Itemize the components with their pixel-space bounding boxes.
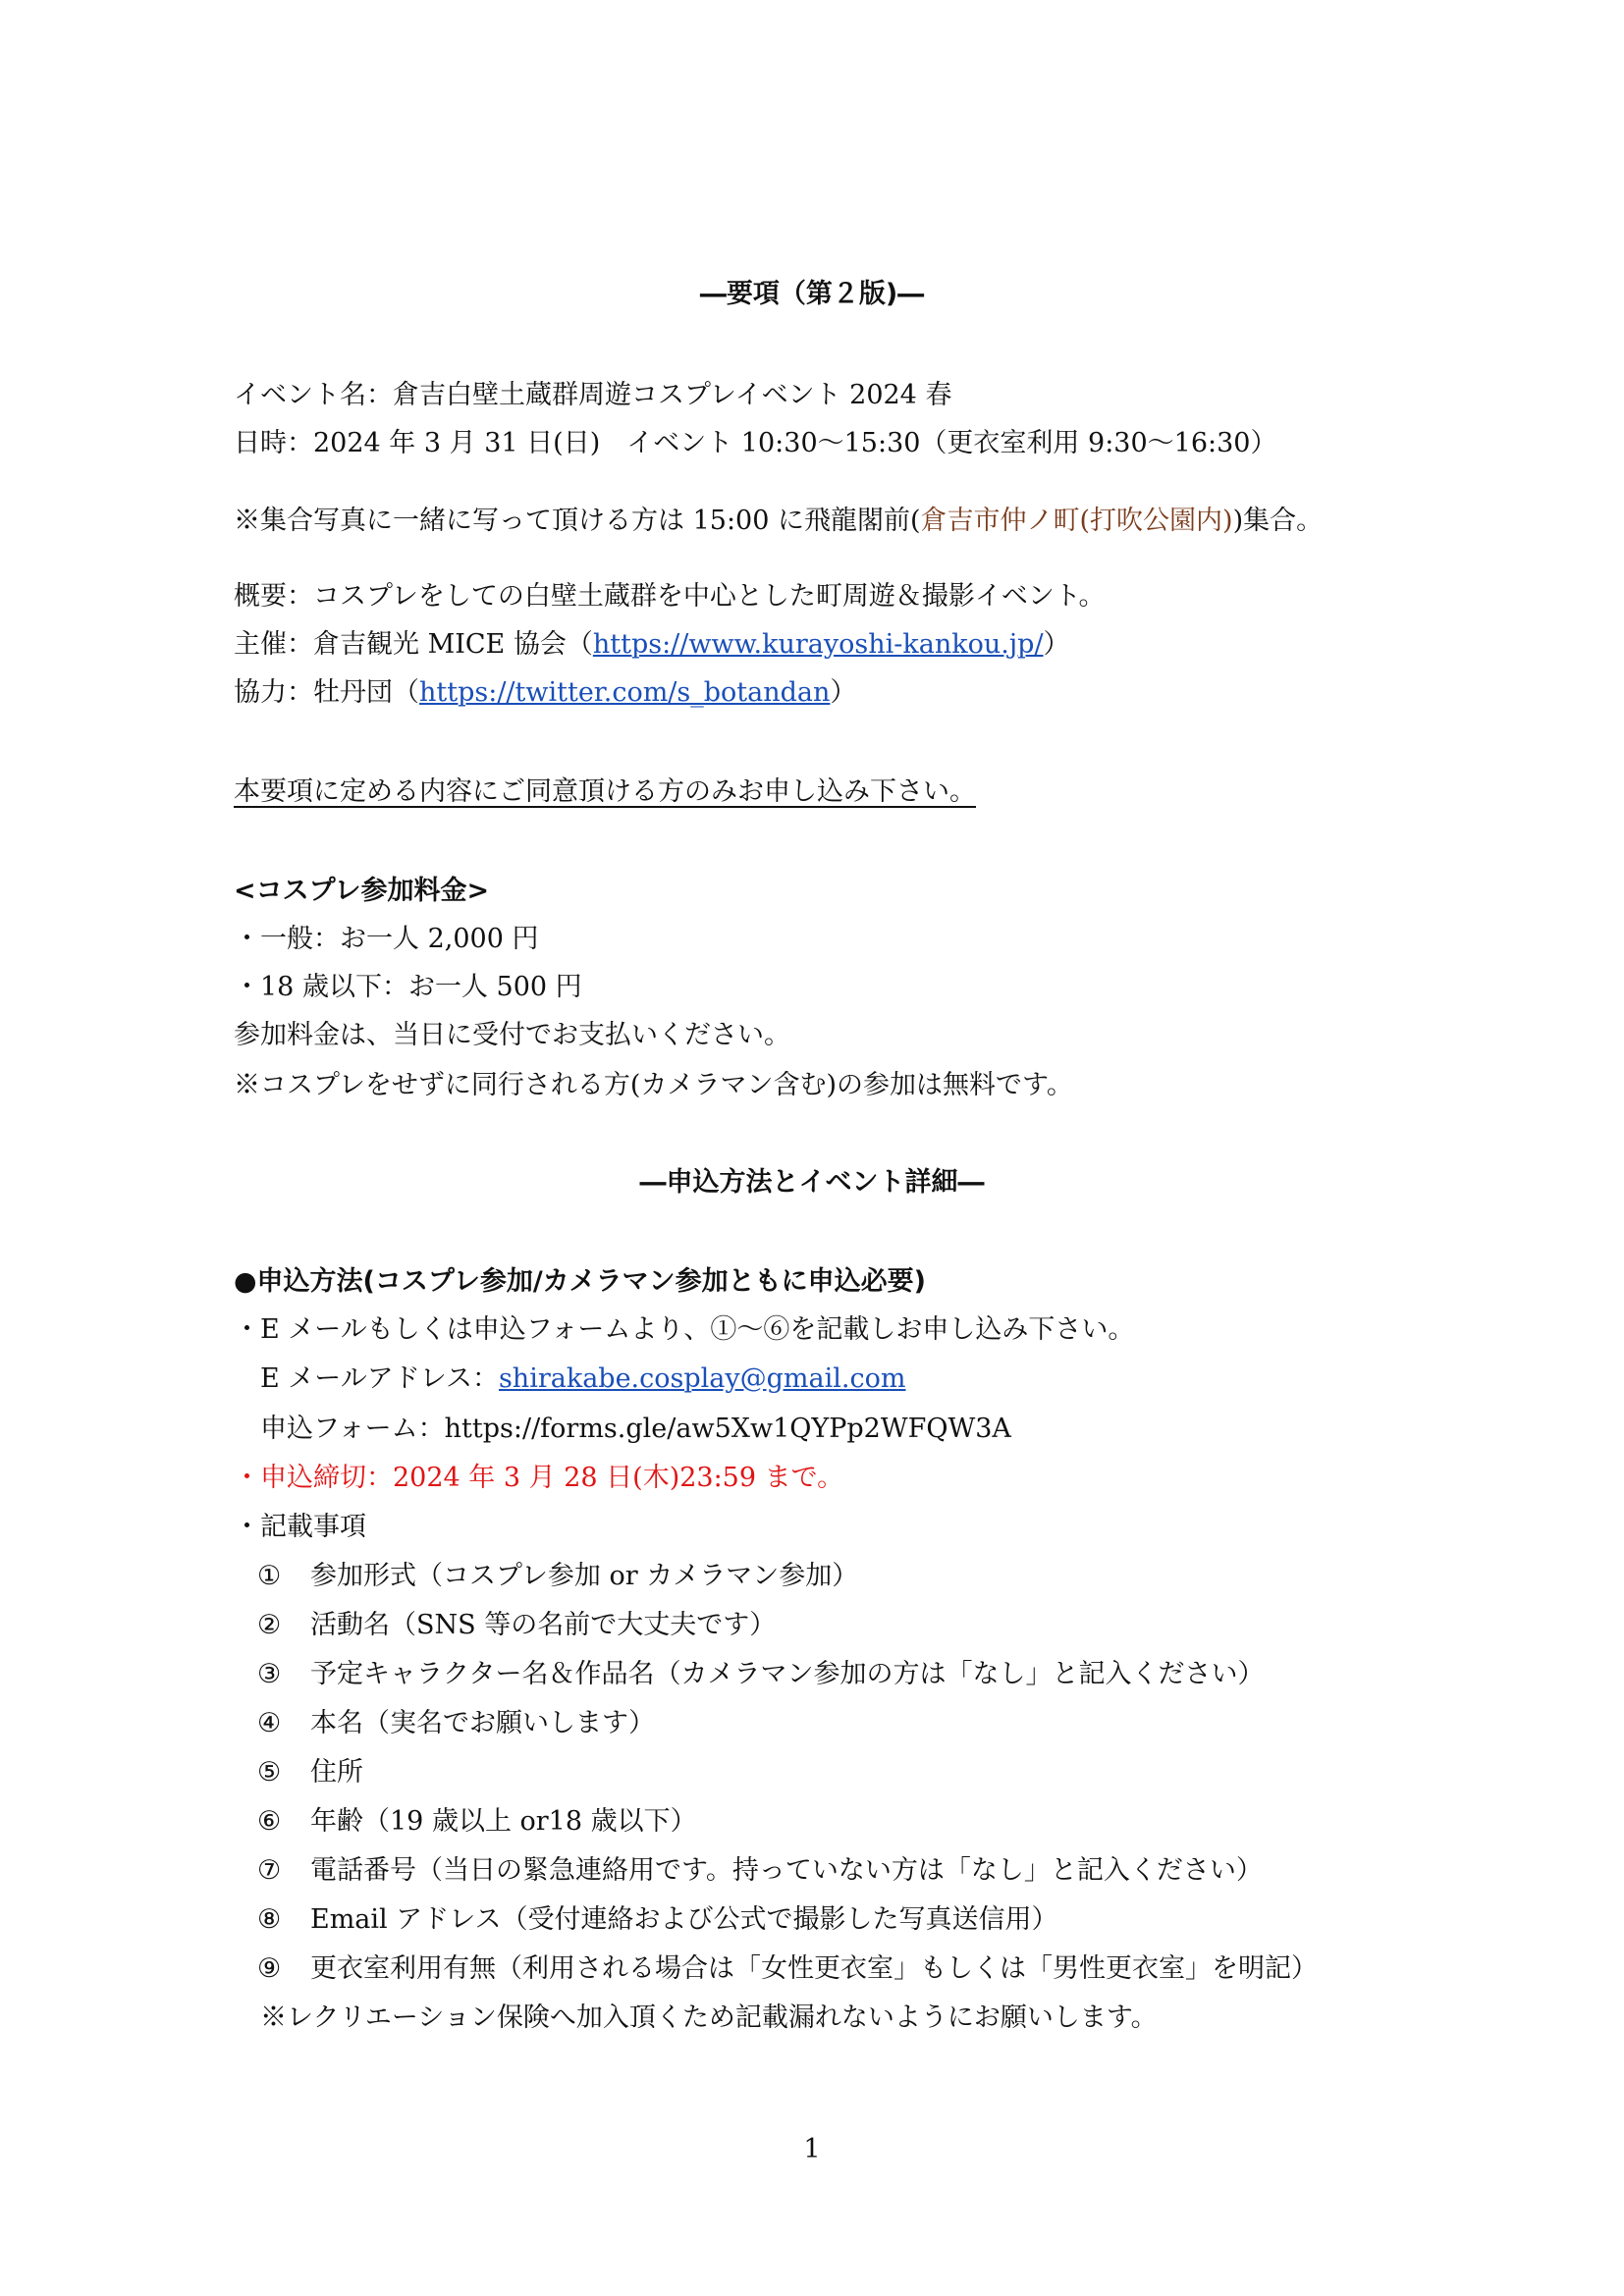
fee-item: ・一般：お一人 2,000 円 bbox=[234, 924, 539, 954]
list-item bbox=[257, 1851, 1263, 1891]
item-number: ② bbox=[257, 1610, 282, 1640]
list-item bbox=[257, 1949, 1318, 1989]
item-text: 予定キャラクター名＆作品名（カメラマン参加の方は「なし」と記入ください） bbox=[310, 1659, 1265, 1689]
list-item bbox=[257, 1606, 776, 1645]
page-number: 1 bbox=[803, 2134, 821, 2164]
item-text: 参加形式（コスプレ参加 or カメラマン参加） bbox=[310, 1561, 859, 1591]
datetime-value: 2024 年 3 月 31 日(日) イベント 10:30～15:30（更衣室利用 9:30～16:30） bbox=[313, 428, 1277, 458]
item-number: ⑧ bbox=[257, 1904, 282, 1935]
item-number: ⑤ bbox=[257, 1757, 282, 1788]
item-text: 活動名（SNS 等の名前で大丈夫です） bbox=[310, 1610, 777, 1640]
organizer-label: 主催：倉吉観光 MICE 協会（ bbox=[234, 629, 593, 660]
list-item bbox=[257, 1557, 858, 1596]
item-text: 住所 bbox=[310, 1757, 363, 1788]
item-number: ⑥ bbox=[257, 1806, 282, 1837]
item-number: ⑨ bbox=[257, 1953, 282, 1984]
apply-instruction: ・E メールもしくは申込フォームより、①～⑥を記載しお申し込み下さい。 bbox=[234, 1314, 1135, 1345]
datetime-line bbox=[234, 424, 1276, 463]
email-label: E メールアドレス： bbox=[260, 1363, 499, 1394]
event-name-label: イベント名： bbox=[234, 380, 393, 410]
item-number: ④ bbox=[257, 1708, 282, 1738]
item-text: 更衣室利用有無（利用される場合は「女性更衣室」もしくは「男性更衣室」を明記） bbox=[310, 1953, 1318, 1984]
list-item bbox=[257, 1655, 1264, 1694]
list-item bbox=[257, 1900, 1057, 1940]
overview-value: コスプレをしての白壁土蔵群を中心とした町周遊＆撮影イベント。 bbox=[313, 581, 1106, 612]
item-number: ③ bbox=[257, 1659, 282, 1689]
organizer-link[interactable]: https://www.kurayoshi-kankou.jp/ bbox=[592, 629, 1044, 660]
cooperation-link[interactable]: https://twitter.com/s_botandan bbox=[419, 677, 831, 708]
fee-note: 参加料金は、当日に受付でお支払いください。 bbox=[234, 1020, 790, 1050]
fee-free-note: ※コスプレをせずに同行される方(カメラマン含む)の参加は無料です。 bbox=[234, 1070, 1073, 1100]
group-photo-line bbox=[234, 502, 1323, 541]
list-item bbox=[257, 1704, 655, 1743]
deadline-line: ・申込締切：2024 年 3 月 28 日(木)23:59 まで。 bbox=[234, 1463, 844, 1493]
list-item bbox=[257, 1753, 363, 1792]
item-text: Email アドレス（受付連絡および公式で撮影した写真送信用） bbox=[310, 1904, 1058, 1935]
cooperation-label: 協力：牡丹団（ bbox=[234, 677, 419, 708]
group-photo-prefix: ※集合写真に一緒に写って頂ける方は 15:00 に飛龍閣前( bbox=[234, 506, 921, 536]
item-text: 年齢（19 歳以上 or18 歳以下） bbox=[310, 1806, 697, 1837]
apply-heading: ―申込方法とイベント詳細― bbox=[639, 1167, 985, 1198]
items-heading: ・記載事項 bbox=[234, 1512, 366, 1542]
item-text: 電話番号（当日の緊急連絡用です。持っていない方は「なし」と記入ください） bbox=[310, 1855, 1263, 1886]
fee-heading: <コスプレ参加料金> bbox=[234, 876, 490, 906]
item-text: 本名（実名でお願いします） bbox=[310, 1708, 655, 1738]
group-photo-place: 倉吉市仲ノ町(打吹公園内) bbox=[920, 506, 1233, 536]
item-number: ① bbox=[257, 1561, 282, 1591]
organizer-line bbox=[234, 625, 1070, 665]
overview-line bbox=[234, 577, 1106, 616]
organizer-close: ） bbox=[1043, 629, 1070, 660]
insurance-note: ※レクリエーション保険へ加入頂くため記載漏れないようにお願いします。 bbox=[260, 2002, 1158, 2033]
item-number: ⑦ bbox=[257, 1855, 282, 1886]
cooperation-line bbox=[234, 673, 856, 713]
event-name-value: 倉吉白壁土蔵群周遊コスプレイベント 2024 春 bbox=[393, 380, 952, 410]
cooperation-close: ） bbox=[830, 677, 857, 708]
fee-item: ・18 歳以下：お一人 500 円 bbox=[234, 972, 582, 1002]
agreement-notice: 本要項に定める内容にご同意頂ける方のみお申し込み下さい。 bbox=[234, 776, 976, 807]
list-item bbox=[257, 1802, 697, 1842]
email-link[interactable]: shirakabe.cosplay@gmail.com bbox=[498, 1363, 906, 1394]
main-heading: ―要項（第２版)― bbox=[699, 279, 925, 309]
form-line: 申込フォーム：https://forms.gle/aw5Xw1QYPp2WFQW3A bbox=[260, 1414, 1011, 1444]
event-name-line bbox=[234, 376, 951, 415]
apply-method-heading: ●申込方法(コスプレ参加/カメラマン参加ともに申込必要) bbox=[234, 1266, 927, 1297]
group-photo-suffix: )集合。 bbox=[1232, 506, 1324, 536]
datetime-label: 日時： bbox=[234, 428, 313, 458]
overview-label: 概要： bbox=[234, 581, 313, 612]
email-line bbox=[260, 1360, 905, 1399]
